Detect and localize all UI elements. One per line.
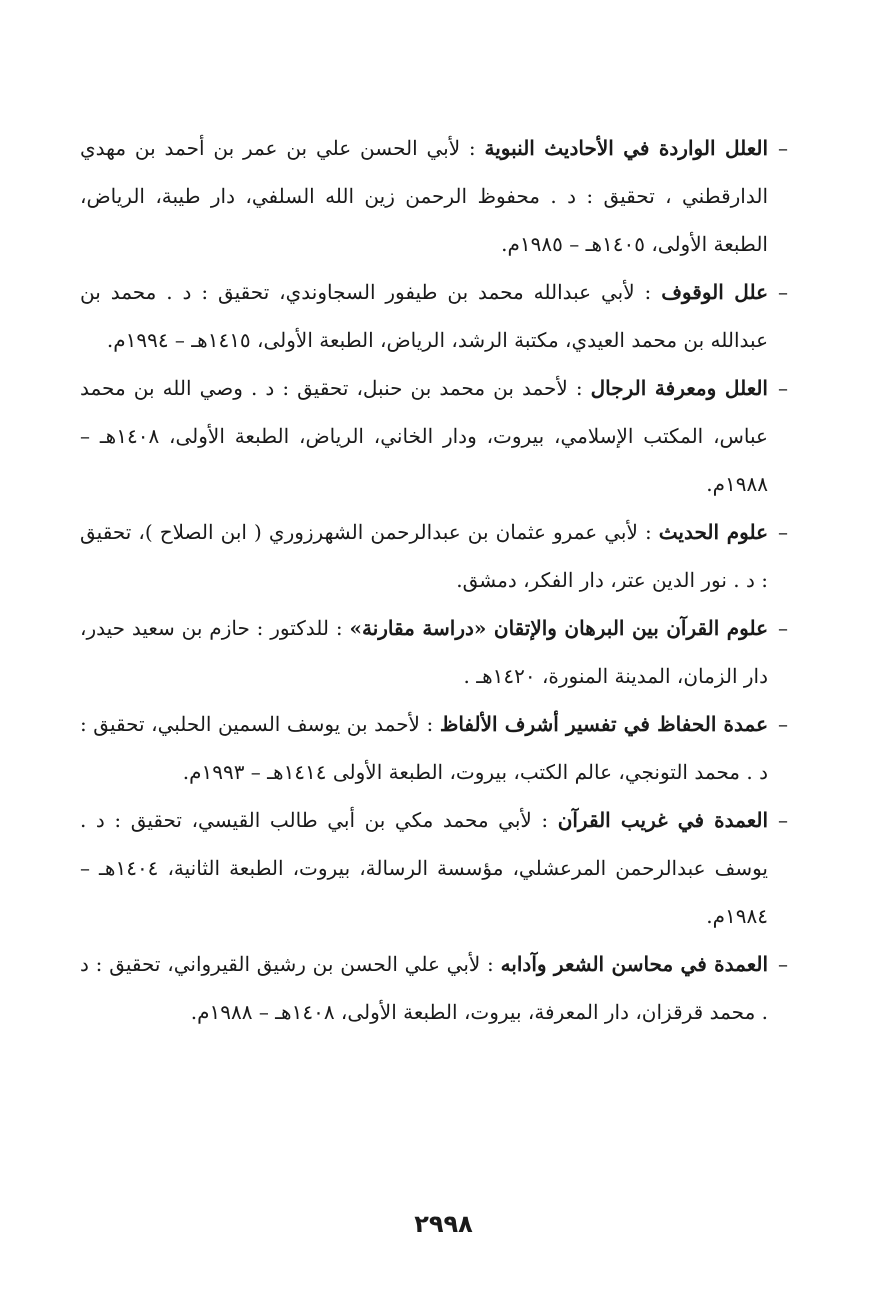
entry-details: : للدكتور : حازم بن سعيد حيدر، دار الزمان، المدينة المنورة، ١٤٢٠هـ . [80, 616, 768, 688]
entry-dash: – [778, 280, 788, 304]
page-number: ٢٩٩٨ [414, 1210, 473, 1238]
entry-dash: – [778, 616, 788, 640]
entry-details: : لأبي عبدالله محمد بن طيفور السجاوندي، تحقيق : د . محمد بن عبدالله بن محمد العيدي، مكتبة الرشد، الرياض، الطبعة الأولى، ١٤١٥هـ – ١٩٩٤م. [80, 280, 768, 352]
entry-title: العمدة في غريب القرآن [557, 808, 769, 832]
bibliography-entry [80, 508, 792, 604]
entry-details: : لأبي علي الحسن بن رشيق القيرواني، تحقيق : د . محمد قرقزان، دار المعرفة، بيروت، الطبعة الأولى، ١٤٠٨هـ – ١٩٨٨م. [80, 952, 768, 1024]
entry-details: : لأحمد بن يوسف السمين الحلبي، تحقيق : د . محمد التونجي، عالم الكتب، بيروت، الطبعة الأولى ١٤١٤هـ – ١٩٩٣م. [80, 712, 768, 784]
bibliography-entry [80, 940, 792, 1036]
bibliography-list [80, 124, 792, 1036]
entry-details: : لأبي محمد مكي بن أبي طالب القيسي، تحقيق : د . يوسف عبدالرحمن المرعشلي، مؤسسة الرسالة، بيروت، الطبعة الثانية، ١٤٠٤هـ – ١٩٨٤م. [80, 808, 768, 928]
entry-title: علوم القرآن بين البرهان والإتقان «دراسة مقارنة» [349, 616, 769, 640]
entry-dash: – [778, 712, 788, 736]
entry-title: العلل ومعرفة الرجال [590, 376, 768, 400]
entry-dash: – [778, 376, 788, 400]
entry-details: : لأحمد بن محمد بن حنبل، تحقيق : د . وصي الله بن محمد عباس، المكتب الإسلامي، بيروت، ودار الخاني، الرياض، الطبعة الأولى، ١٤٠٨هـ – ١٩٨٨م. [80, 376, 768, 496]
entry-title: علل الوقوف [661, 280, 769, 304]
entry-details: : لأبي عمرو عثمان بن عبدالرحمن الشهرزوري ( ابن الصلاح )، تحقيق : د . نور الدين عتر، دار الفكر، دمشق. [80, 520, 768, 592]
bibliography-entry [80, 604, 792, 700]
bibliography-entry [80, 700, 792, 796]
entry-title: علوم الحديث [658, 520, 769, 544]
bibliography-entry [80, 124, 792, 268]
entry-details: : لأبي الحسن علي بن عمر بن أحمد بن مهدي الدارقطني ، تحقيق : د . محفوظ الرحمن زين الله السلفي، دار طيبة، الرياض، الطبعة الأولى، ١٤٠٥هـ – ١٩٨٥م. [80, 136, 768, 256]
entry-dash: – [778, 136, 788, 160]
entry-dash: – [778, 520, 788, 544]
entry-title: العلل الواردة في الأحاديث النبوية [484, 136, 769, 160]
entry-dash: – [778, 808, 788, 832]
entry-title: عمدة الحفاظ في تفسير أشرف الألفاظ [439, 712, 769, 736]
bibliography-entry [80, 268, 792, 364]
entry-title: العمدة في محاسن الشعر وآدابه [500, 952, 768, 976]
bibliography-entry [80, 364, 792, 508]
entry-dash: – [778, 952, 788, 976]
bibliography-entry [80, 796, 792, 940]
